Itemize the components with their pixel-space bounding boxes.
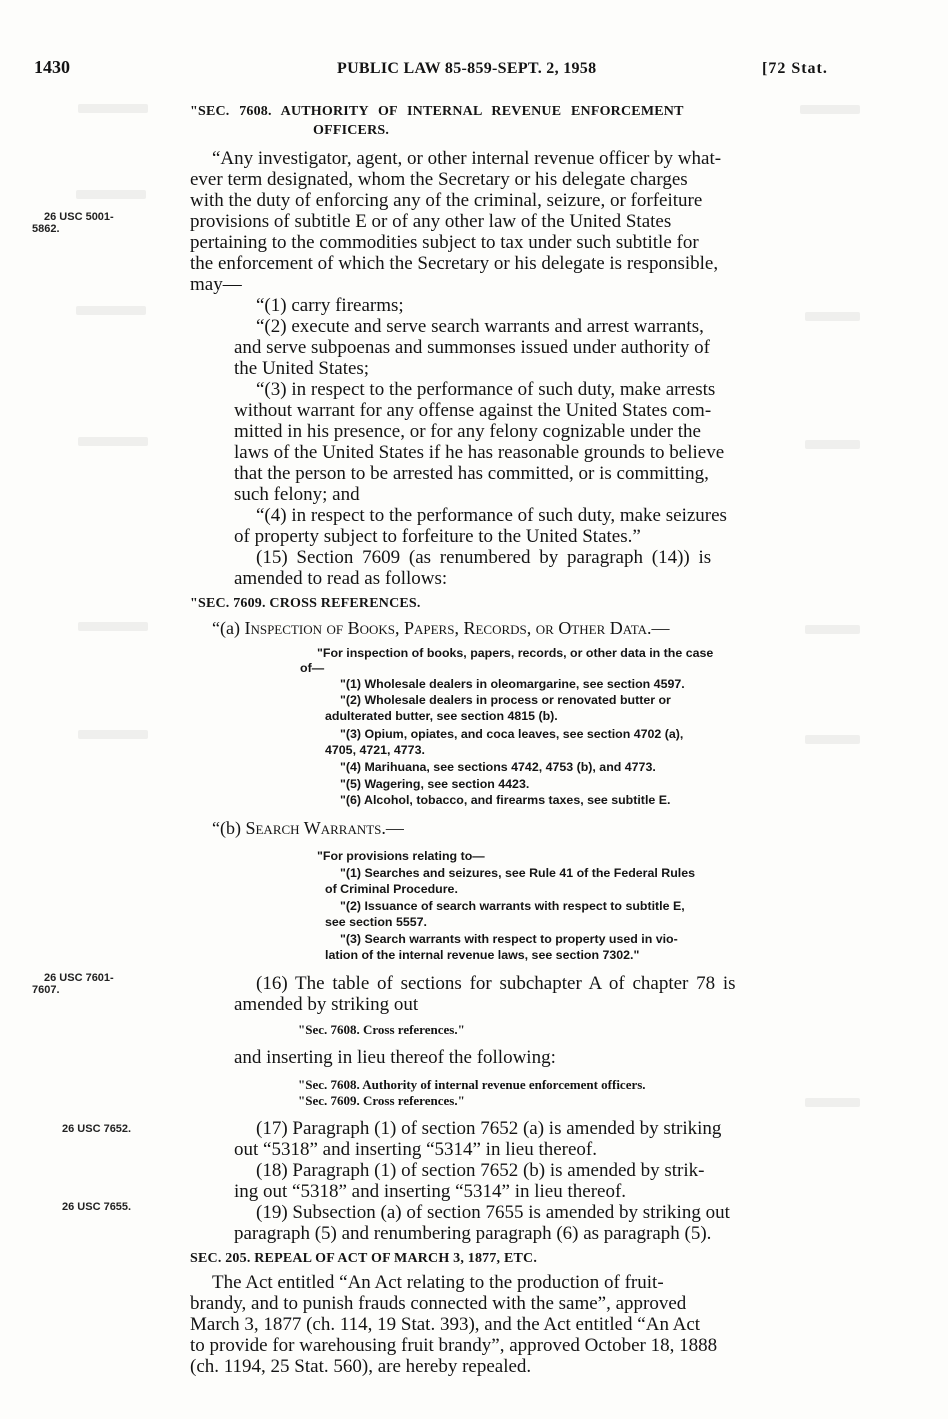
statute-reference: [72 Stat. xyxy=(762,60,828,77)
body-line: ever term designated, whom the Secretary or his delegate charges xyxy=(190,169,688,190)
cross-ref-line: "(2) Wholesale dealers in process or renovated butter or xyxy=(340,693,671,707)
side-note: 26 USC 7601- 7607. xyxy=(32,972,114,996)
paragraph-4: “(4) in respect to the performance of such duty, make seizures xyxy=(256,505,727,526)
bleed-through xyxy=(78,437,148,446)
cross-ref-line: "(3) Search warrants with respect to property used in vio- xyxy=(340,932,678,946)
cross-ref-line: "(5) Wagering, see section 4423. xyxy=(340,777,530,791)
bleed-through xyxy=(78,104,148,113)
cross-ref-line: see section 5557. xyxy=(325,915,427,929)
body-line: and inserting in lieu thereof the following: xyxy=(234,1047,556,1068)
bleed-through xyxy=(800,105,860,114)
body-line: the enforcement of which the Secretary or his delegate is responsible, xyxy=(190,253,719,274)
body-line: with the duty of enforcing any of the criminal, seizure, or forfeiture xyxy=(190,190,703,211)
body-line: The Act entitled “An Act relating to the production of fruit- xyxy=(212,1272,664,1293)
paragraph-19: (19) Subsection (a) of section 7655 is amended by striking out xyxy=(256,1202,730,1223)
paragraph-19: paragraph (5) and renumbering paragraph (6) as paragraph (5). xyxy=(234,1223,712,1244)
body-line: brandy, and to punish frauds connected with the same”, approved xyxy=(190,1293,687,1314)
paragraph-3: such felony; and xyxy=(234,484,360,505)
bleed-through xyxy=(76,306,146,315)
cross-ref-line: "For inspection of books, papers, records, or other data in the case xyxy=(317,646,714,660)
section-heading: "SEC. 7608. AUTHORITY OF INTERNAL REVENUE ENFORCEMENT xyxy=(190,104,684,119)
body-line: may— xyxy=(190,274,242,295)
cross-ref-line: of Criminal Procedure. xyxy=(325,882,458,896)
body-line: “Any investigator, agent, or other internal revenue officer by what- xyxy=(212,148,722,169)
inserted-table-entry: "Sec. 7609. Cross references." xyxy=(298,1093,465,1108)
subsection-b-heading: “(b) Search Warrants.— xyxy=(212,818,404,838)
paragraph-2: the United States; xyxy=(234,358,370,379)
inserted-table-entry: "Sec. 7608. Authority of internal revenue enforcement officers. xyxy=(298,1077,646,1092)
paragraph-2: “(2) execute and serve search warrants and arrest warrants, xyxy=(256,316,704,337)
paragraph-15: (15) Section 7609 (as renumbered by paragraph (14)) is xyxy=(256,547,712,568)
paragraph-15: amended to read as follows: xyxy=(234,568,448,589)
side-note: 26 USC 7655. xyxy=(62,1201,132,1213)
cross-ref-line: "(1) Searches and seizures, see Rule 41 of the Federal Rules xyxy=(340,866,696,880)
paragraph-2: and serve subpoenas and summonses issued under authority of xyxy=(234,337,710,358)
cross-ref-line: "For provisions relating to— xyxy=(317,849,485,863)
paragraph-3: without warrant for any offense against the United States com- xyxy=(234,400,712,421)
body-line: pertaining to the commodities subject to tax under such subtitle for xyxy=(190,232,699,253)
paragraph-3: laws of the United States if he has reasonable grounds to believe xyxy=(234,442,725,463)
bleed-through xyxy=(76,190,146,199)
paragraph-4: of property subject to forfeiture to the United States.” xyxy=(234,526,641,547)
page-number: 1430 xyxy=(34,57,70,77)
paragraph-16: amended by striking out xyxy=(234,994,419,1015)
cross-ref-line: "(3) Opium, opiates, and coca leaves, see section 4702 (a), xyxy=(340,727,684,741)
paragraph-16: (16) The table of sections for subchapter A of chapter 78 is xyxy=(256,973,736,994)
section-heading: SEC. 205. REPEAL OF ACT OF MARCH 3, 1877, ETC. xyxy=(190,1251,538,1266)
body-line: March 3, 1877 (ch. 114, 19 Stat. 393), and the Act entitled “An Act xyxy=(190,1314,701,1335)
paragraph-18: ing out “5318” and inserting “5314” in lieu thereof. xyxy=(234,1181,627,1202)
cross-ref-line: "(2) Issuance of search warrants with respect to subtitle E, xyxy=(340,899,685,913)
cross-ref-line: "(4) Marihuana, see sections 4742, 4753 (b), and 4773. xyxy=(340,760,656,774)
bleed-through xyxy=(805,625,860,634)
bleed-through xyxy=(805,1098,860,1107)
section-heading: "SEC. 7609. CROSS REFERENCES. xyxy=(190,596,421,611)
section-heading-continued: OFFICERS. xyxy=(313,123,390,138)
bleed-through xyxy=(78,730,148,739)
paragraph-17: out “5318” and inserting “5314” in lieu thereof. xyxy=(234,1139,598,1160)
cross-ref-line: adulterated butter, see section 4815 (b). xyxy=(325,709,558,723)
cross-ref-line: 4705, 4721, 4773. xyxy=(325,743,425,757)
bleed-through xyxy=(805,735,860,744)
cross-ref-line: lation of the internal revenue laws, see section 7302." xyxy=(325,948,640,962)
bleed-through xyxy=(78,622,148,631)
body-line: (ch. 1194, 25 Stat. 560), are hereby repealed. xyxy=(190,1356,532,1377)
paragraph-18: (18) Paragraph (1) of section 7652 (b) is amended by strik- xyxy=(256,1160,705,1181)
side-note: 26 USC 7652. xyxy=(62,1123,132,1135)
bleed-through xyxy=(805,440,860,449)
bleed-through xyxy=(805,312,860,321)
cross-ref-line: "(6) Alcohol, tobacco, and firearms taxes, see subtitle E. xyxy=(340,793,671,807)
cross-ref-line: "(1) Wholesale dealers in oleomargarine, see section 4597. xyxy=(340,677,685,691)
paragraph-3: mitted in his presence, or for any felony cognizable under the xyxy=(234,421,701,442)
side-note: 26 USC 5001- 5862. xyxy=(32,211,114,235)
paragraph-3: that the person to be arrested has committed, or is committing, xyxy=(234,463,709,484)
body-line: to provide for warehousing fruit brandy”, approved October 18, 1888 xyxy=(190,1335,718,1356)
struck-table-entry: "Sec. 7608. Cross references." xyxy=(298,1022,465,1037)
body-line: provisions of subtitle E or of any other law of the United States xyxy=(190,211,672,232)
paragraph-3: “(3) in respect to the performance of such duty, make arrests xyxy=(256,379,716,400)
page-title: PUBLIC LAW 85-859-SEPT. 2, 1958 xyxy=(337,60,597,77)
subsection-a-heading: “(a) Inspection of Books, Papers, Records, or Other Data.— xyxy=(212,618,670,638)
cross-ref-line: of— xyxy=(300,661,325,675)
paragraph-1: “(1) carry firearms; xyxy=(256,295,404,316)
paragraph-17: (17) Paragraph (1) of section 7652 (a) is amended by striking xyxy=(256,1118,722,1139)
